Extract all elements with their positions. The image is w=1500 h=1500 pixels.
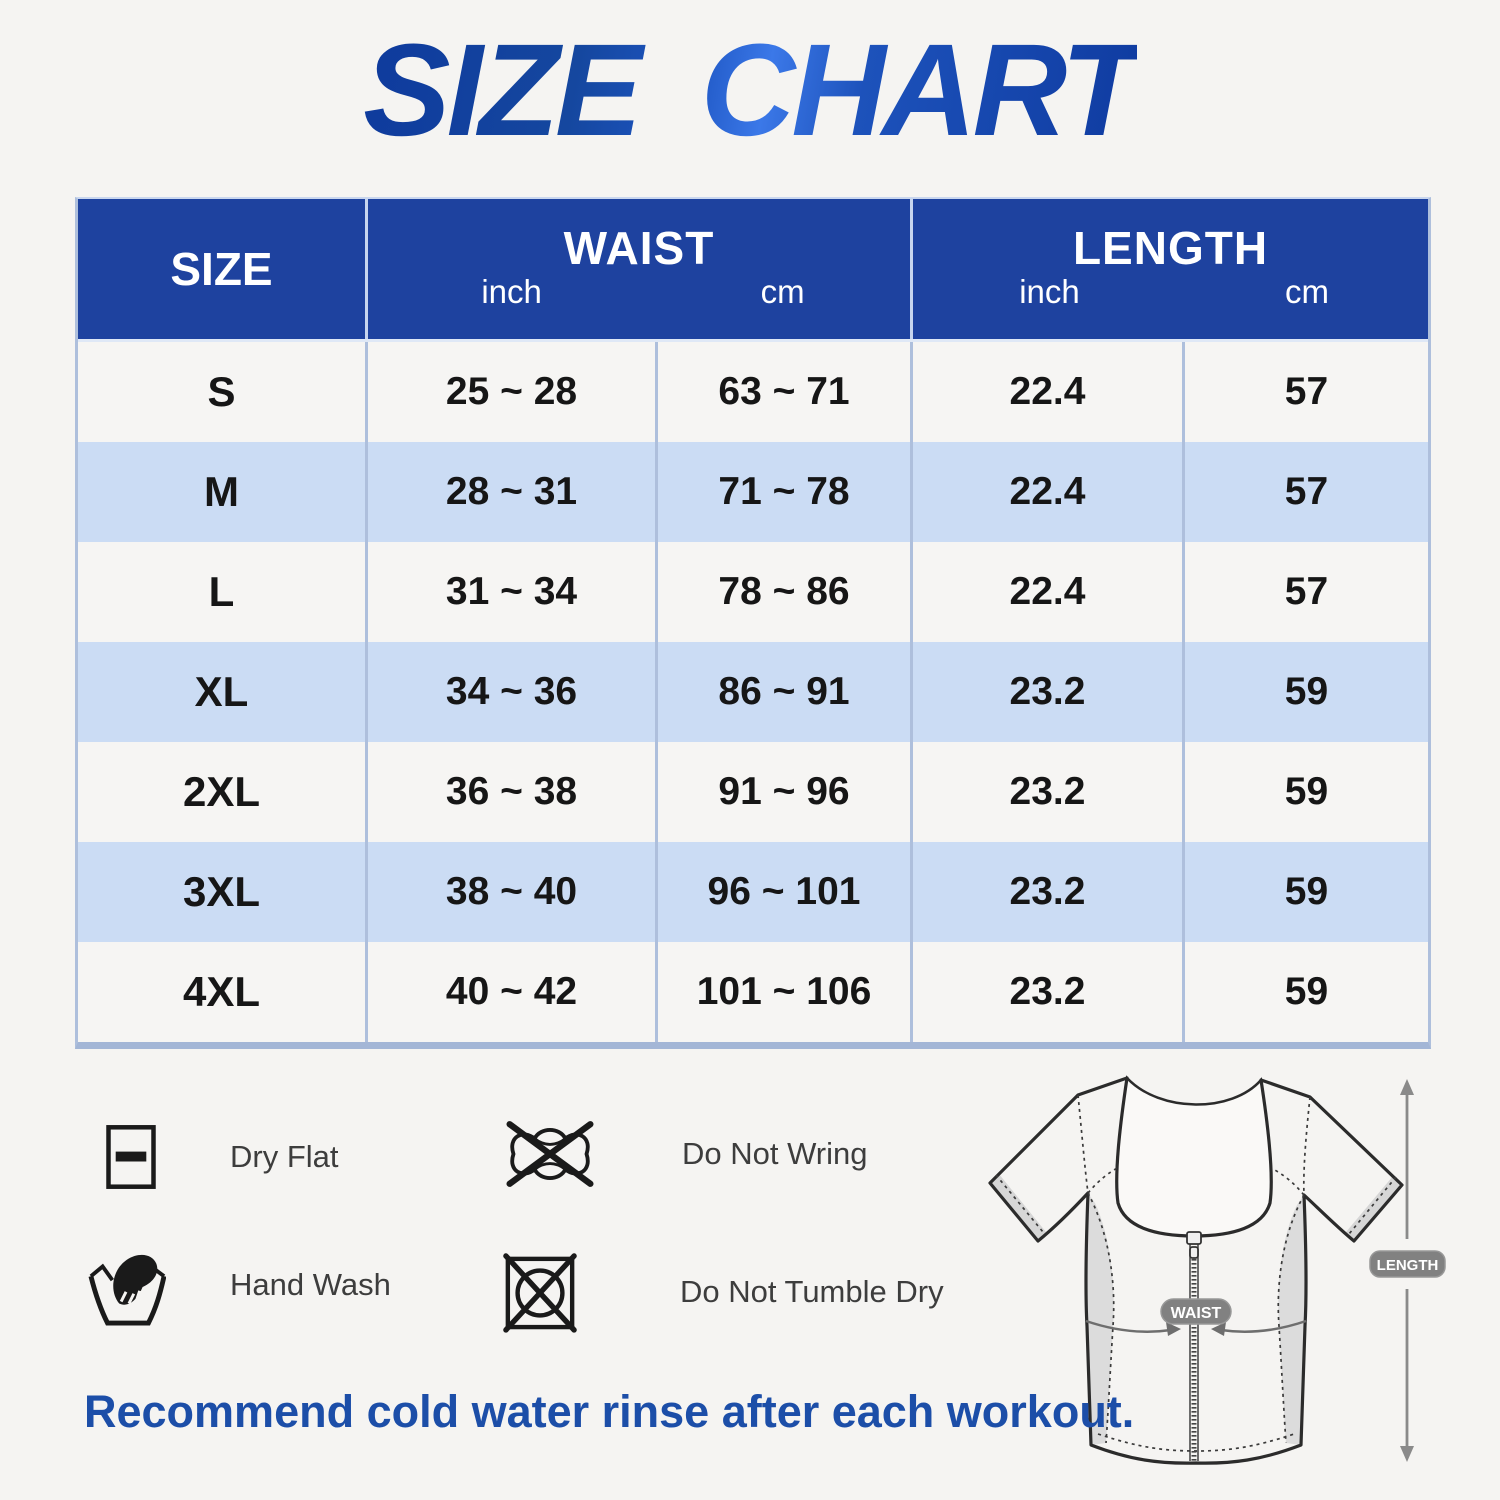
cell-waist-cm: 86 ~ 91: [658, 642, 913, 742]
cell-waist-inch: 25 ~ 28: [368, 342, 658, 442]
cell-length-cm: 57: [1284, 570, 1329, 613]
care-item-hand-wash: [88, 1243, 391, 1327]
care-note: Recommend cold water rinse after each workout.: [84, 1386, 1135, 1437]
cell-waist-cm: 101 ~ 106: [658, 942, 913, 1042]
table-row: [78, 642, 1428, 742]
care-item-dry-flat: [104, 1122, 339, 1192]
table-row: [78, 942, 1428, 1042]
cell-size: XL: [78, 642, 368, 742]
header-size: SIZE: [78, 199, 368, 339]
cell-length-cm: 59: [1284, 970, 1329, 1013]
cell-length-inch: 23.2: [913, 942, 1185, 1042]
cell-length-inch: 23.2: [913, 742, 1185, 842]
cell-waist-cm: 71 ~ 78: [658, 442, 913, 542]
cell-length-cm: 59: [1284, 770, 1329, 813]
length-measure: [1370, 1079, 1445, 1462]
cell-waist-inch: 38 ~ 40: [368, 842, 658, 942]
cell-length-cm: 57: [1284, 370, 1329, 413]
cell-size: 3XL: [78, 842, 368, 942]
back-neck-panel: [1117, 1078, 1272, 1236]
table-header: [78, 199, 1428, 342]
care-label: Do Not Wring: [682, 1136, 868, 1171]
header-waist: WAIST: [563, 222, 715, 274]
cell-length-cm: 59: [1284, 670, 1329, 713]
cell-waist-inch: 40 ~ 42: [368, 942, 658, 1042]
header-length-cm: cm: [1284, 273, 1329, 310]
cell-length-cm: 59: [1284, 870, 1329, 913]
cell-size: L: [78, 542, 368, 642]
cell-length-inch: 22.4: [913, 542, 1185, 642]
cell-waist-cm: 63 ~ 71: [658, 342, 913, 442]
header-length-inch: inch: [1019, 273, 1080, 310]
header-length: LENGTH: [1072, 222, 1269, 274]
header-waist-group: [368, 199, 913, 339]
cell-size: 4XL: [78, 942, 368, 1042]
care-label: Dry Flat: [230, 1139, 339, 1174]
cell-size: 2XL: [78, 742, 368, 842]
cell-waist-inch: 36 ~ 38: [368, 742, 658, 842]
cell-waist-cm: 78 ~ 86: [658, 542, 913, 642]
table-row: [78, 842, 1428, 942]
cell-waist-cm: 91 ~ 96: [658, 742, 913, 842]
care-item-do-not-tumble-dry: [502, 1250, 944, 1334]
cell-length-inch: 23.2: [913, 842, 1185, 942]
cell-waist-inch: 28 ~ 31: [368, 442, 658, 542]
do-not-tumble-dry-icon: [502, 1250, 578, 1334]
dry-flat-icon: [104, 1122, 158, 1192]
table-row: [78, 442, 1428, 542]
table-row: [78, 342, 1428, 442]
cell-size: M: [78, 442, 368, 542]
waist-measure: [1086, 1299, 1306, 1336]
zipper: [1187, 1232, 1201, 1461]
cell-length-inch: 22.4: [913, 342, 1185, 442]
header-waist-cm: cm: [760, 273, 805, 310]
cuff-band-shade: [990, 1174, 1046, 1241]
cell-waist-cm: 96 ~ 101: [658, 842, 913, 942]
cell-length-inch: 23.2: [913, 642, 1185, 742]
header-length-group: [913, 199, 1428, 339]
cell-waist-inch: 34 ~ 36: [368, 642, 658, 742]
table-row: [78, 742, 1428, 842]
waist-badge-label: WAIST: [1170, 1305, 1222, 1322]
cell-length-inch: 22.4: [913, 442, 1185, 542]
cell-waist-inch: 31 ~ 34: [368, 542, 658, 642]
length-badge-label: LENGTH: [1376, 1257, 1439, 1274]
care-item-do-not-wring: [500, 1117, 868, 1191]
care-label: Do Not Tumble Dry: [680, 1274, 944, 1309]
cell-length-cm: 57: [1284, 470, 1329, 513]
care-label: Hand Wash: [230, 1267, 391, 1302]
hand-wash-icon: [88, 1243, 166, 1327]
cuff-band-shade: [1346, 1176, 1402, 1241]
table-row: [78, 542, 1428, 642]
page-title: SIZE CHART: [363, 16, 1137, 163]
header-waist-inch: inch: [481, 273, 542, 310]
do-not-wring-icon: [500, 1117, 600, 1191]
size-table: [75, 197, 1431, 1049]
cell-size: S: [78, 342, 368, 442]
